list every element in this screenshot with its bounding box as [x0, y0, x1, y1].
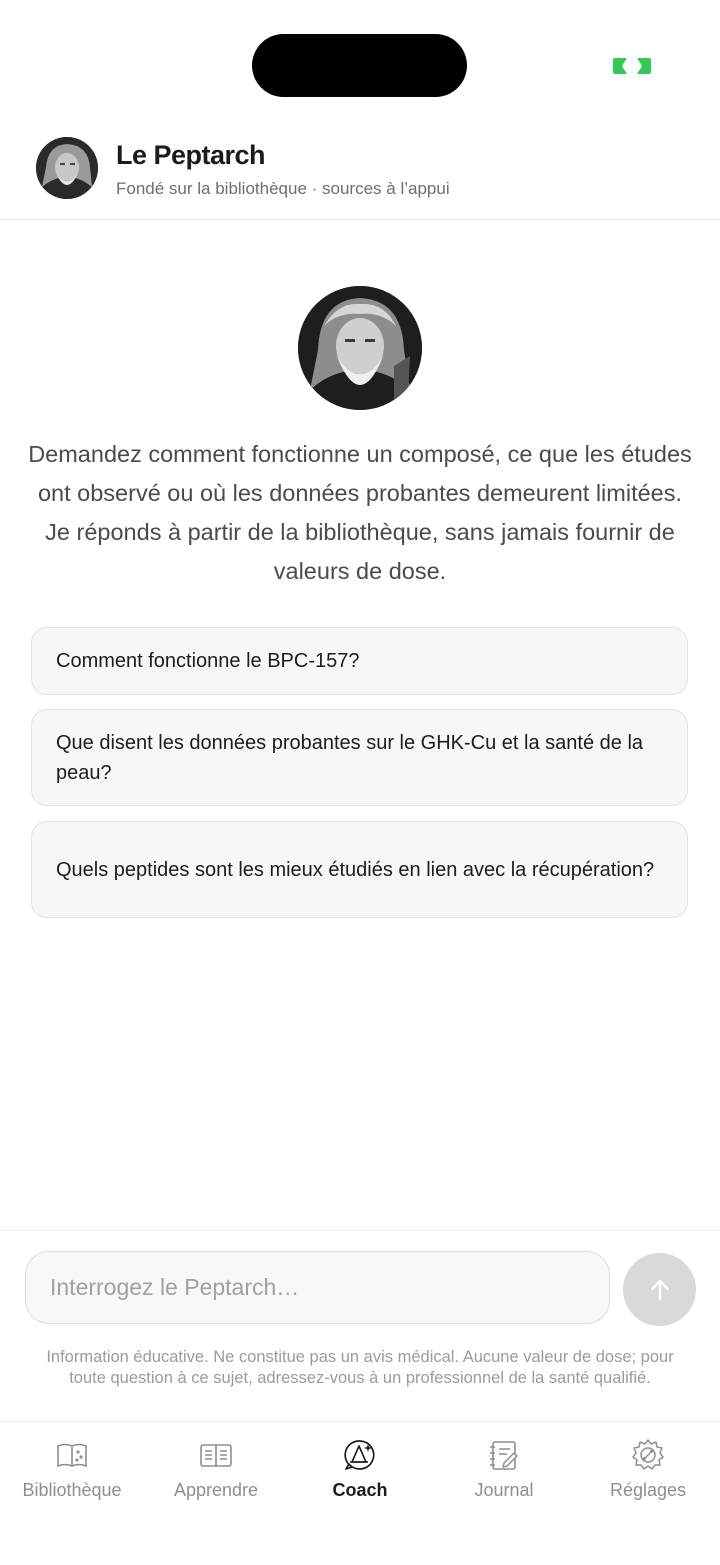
notebook-icon — [487, 1438, 521, 1472]
tab-label: Réglages — [609, 1480, 687, 1500]
page-title: Le Peptarch — [116, 140, 266, 170]
peptarch-avatar — [36, 137, 98, 199]
peptarch-portrait — [298, 286, 422, 410]
page-subtitle: Fondé sur la bibliothèque · sources à l’appui — [116, 179, 450, 198]
send-button[interactable] — [623, 1253, 696, 1326]
suggestion-chip[interactable] — [31, 709, 688, 806]
arrow-up-icon — [647, 1277, 673, 1303]
tab-bar — [0, 1421, 720, 1565]
book-icon — [55, 1438, 89, 1472]
suggestion-chip[interactable] — [31, 627, 688, 695]
tab-bibliotheque[interactable] — [0, 1422, 144, 1522]
chat-input[interactable] — [25, 1251, 610, 1324]
tab-apprendre[interactable] — [144, 1422, 288, 1522]
tab-journal[interactable] — [432, 1422, 576, 1522]
tab-label: Apprendre — [173, 1480, 259, 1500]
wizard-chat-icon — [343, 1438, 377, 1472]
tab-label: Journal — [474, 1480, 534, 1500]
chat-header — [0, 120, 720, 220]
suggestion-label: Que disent les données probantes sur le GHK-Cu et la santé de la peau? — [56, 731, 644, 784]
open-book-icon — [199, 1438, 233, 1472]
medical-disclaimer: Information éducative. Ne constitue pas un avis médical. Aucune valeur de dose; pour toute question à ce sujet, adressez-vous à un professionnel de la santé qualifié. — [46, 1348, 674, 1387]
suggestion-label: Comment fonctionne le BPC-157? — [56, 650, 360, 672]
privacy-indicator-icon — [610, 56, 654, 76]
status-bar — [0, 0, 720, 120]
composer-divider — [0, 1230, 720, 1231]
gear-icon — [631, 1438, 665, 1472]
intro-text: Demandez comment fonctionne un composé, ce que les études ont observé ou où les données probantes demeurent limitées. Je réponds à partir de la bibliothèque, sans jamais fournir de valeurs de dose. — [28, 441, 692, 584]
suggestion-label: Quels peptides sont les mieux étudiés en lien avec la récupération? — [56, 858, 655, 881]
suggestion-chip[interactable] — [31, 821, 688, 918]
tab-label: Coach — [332, 1480, 388, 1500]
dynamic-island — [252, 34, 467, 97]
tab-label: Bibliothèque — [22, 1480, 122, 1500]
tab-reglages[interactable] — [576, 1422, 720, 1522]
tab-coach[interactable] — [288, 1422, 432, 1522]
